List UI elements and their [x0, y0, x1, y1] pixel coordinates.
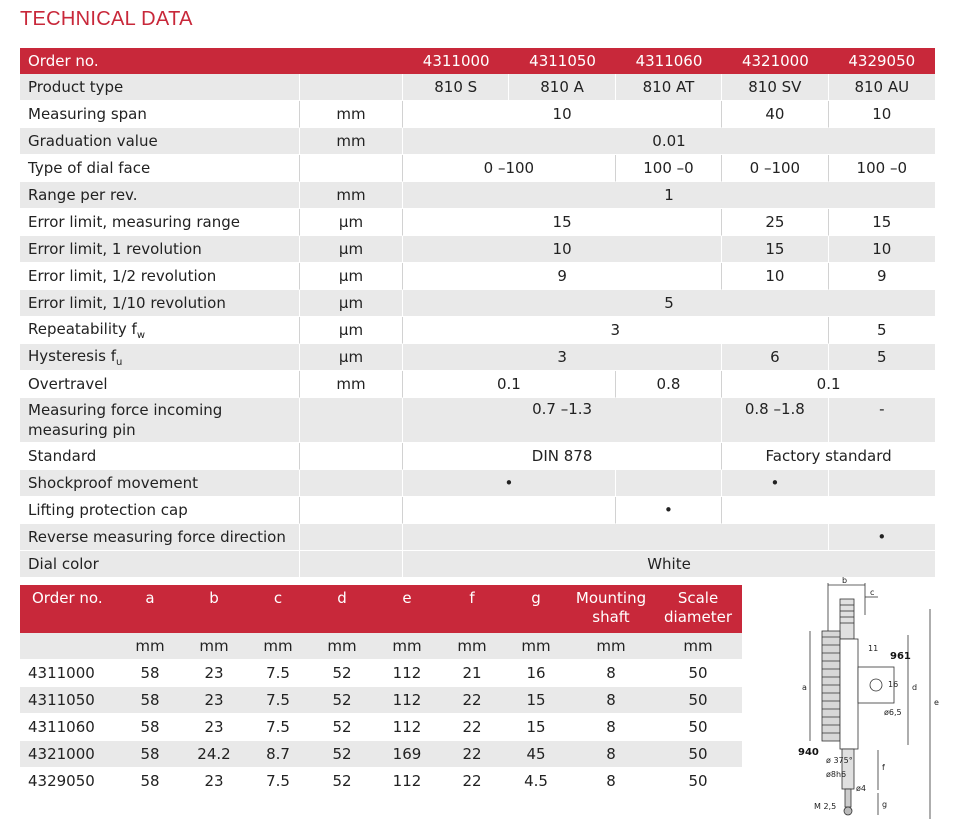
order-number: 4321000 [722, 48, 828, 74]
unit-cell: mm [118, 633, 182, 660]
dim-cell: 8 [568, 768, 654, 795]
dim-cell: 8 [568, 687, 654, 714]
row-shockproof [20, 470, 935, 497]
cell-value: 0.01 [403, 128, 935, 155]
dim-header: Scale diameter [654, 585, 742, 633]
row-label: Reverse measuring force direction [20, 524, 300, 551]
page-title: TECHNICAL DATA [20, 8, 193, 30]
dim-cell: 169 [374, 741, 440, 768]
cell-value: 3 [403, 344, 722, 371]
cell-value: 0.8 [616, 371, 722, 398]
row-error-half-rev [20, 263, 935, 290]
table-row [20, 741, 742, 768]
row-unit [300, 74, 403, 101]
dim-cell: 45 [504, 741, 568, 768]
cell-value: 810 SV [722, 74, 828, 101]
unit-cell: mm [310, 633, 374, 660]
cell-value: 9 [829, 263, 935, 290]
row-product-type [20, 74, 935, 101]
order-number: 4311060 [616, 48, 722, 74]
dim-cell: 7.5 [246, 660, 310, 687]
cell-value: - [829, 398, 935, 443]
bullet-mark: • [616, 497, 722, 524]
dim-cell: 112 [374, 660, 440, 687]
dim-cell: 22 [440, 768, 504, 795]
row-dial-face [20, 155, 935, 182]
row-range-per-rev [20, 182, 935, 209]
dim-header: e [374, 585, 440, 633]
cell-value: 5 [829, 344, 935, 371]
label-g: g [882, 800, 888, 809]
cell-value: 3 [403, 317, 829, 344]
row-label: Range per rev. [20, 182, 300, 209]
order-number: 4311050 [20, 687, 118, 714]
dim-cell: 15 [504, 714, 568, 741]
row-label: Lifting protection cap [20, 497, 300, 524]
unit-cell: mm [504, 633, 568, 660]
cell-value: 0.1 [722, 371, 935, 398]
cell-value: 810 AT [616, 74, 722, 101]
cell-value: 0 –100 [403, 155, 616, 182]
dim-header: b [182, 585, 246, 633]
contact-point [844, 807, 852, 815]
cell-value: 0 –100 [722, 155, 828, 182]
cell-value: 810 A [509, 74, 615, 101]
row-unit: mm [300, 128, 403, 155]
dim-cell: 50 [654, 714, 742, 741]
row-unit [300, 551, 403, 578]
table-row [20, 768, 742, 795]
row-unit: µm [300, 290, 403, 317]
dim-cell: 50 [654, 660, 742, 687]
label-b: b [842, 576, 848, 585]
label-65: ø6,5 [884, 708, 902, 717]
row-hysteresis [20, 344, 935, 371]
cell-value: 5 [403, 290, 935, 317]
row-error-1rev [20, 236, 935, 263]
cell-empty [616, 470, 722, 497]
row-graduation-value [20, 128, 935, 155]
dim-cell: 7.5 [246, 687, 310, 714]
row-error-tenth-rev [20, 290, 935, 317]
cell-value: 0.1 [403, 371, 616, 398]
row-standard [20, 443, 935, 470]
row-unit: mm [300, 182, 403, 209]
technical-data-table [20, 48, 935, 578]
cell-value: 6 [722, 344, 828, 371]
measuring-pin [845, 789, 851, 807]
dim-cell: 50 [654, 741, 742, 768]
dim-header: f [440, 585, 504, 633]
dim-cell: 23 [182, 660, 246, 687]
dim-cell: 7.5 [246, 768, 310, 795]
order-number: 4321000 [20, 741, 118, 768]
cell-value: 10 [722, 263, 828, 290]
bullet-mark: • [829, 524, 935, 551]
dim-cell: 52 [310, 741, 374, 768]
row-label-text: Hysteresis f [28, 346, 116, 365]
row-unit: µm [300, 344, 403, 371]
dim-cell: 58 [118, 714, 182, 741]
unit-cell: mm [654, 633, 742, 660]
cell-value: 15 [403, 209, 722, 236]
unit-cell [20, 633, 118, 660]
label-thread: M 2,5 [814, 802, 837, 811]
row-unit: µm [300, 209, 403, 236]
row-label [20, 344, 300, 371]
cell-empty [403, 497, 616, 524]
dim-cell: 22 [440, 687, 504, 714]
dial-bezel [822, 631, 840, 741]
row-error-range [20, 209, 935, 236]
label-a: a [802, 683, 807, 692]
row-label: Overtravel [20, 371, 300, 398]
cell-value: 15 [722, 236, 828, 263]
row-label: Error limit, 1/10 revolution [20, 290, 300, 317]
row-unit: mm [300, 101, 403, 128]
row-label: Measuring force incoming measuring pin [20, 398, 300, 443]
order-number: 4311000 [20, 660, 118, 687]
table-row [20, 714, 742, 741]
label-f: f [882, 763, 885, 772]
lower-stem [842, 749, 854, 789]
dim-cell: 21 [440, 660, 504, 687]
cell-value: 100 –0 [829, 155, 935, 182]
dim-cell: 8.7 [246, 741, 310, 768]
table-row [20, 660, 742, 687]
dim-cell: 23 [182, 714, 246, 741]
dim-cell: 24.2 [182, 741, 246, 768]
dim-cell: 58 [118, 660, 182, 687]
order-number: 4311000 [403, 48, 509, 74]
dim-cell: 23 [182, 768, 246, 795]
label-d: d [912, 683, 918, 692]
dim-units-row [20, 633, 742, 660]
dial-gauge-drawing [780, 575, 970, 825]
cell-value: 0.8 –1.8 [722, 398, 828, 443]
row-label: Type of dial face [20, 155, 300, 182]
row-lifting-cap [20, 497, 935, 524]
label-4: ø4 [856, 784, 866, 793]
cell-value: 40 [722, 101, 828, 128]
cell-value: 10 [829, 236, 935, 263]
dim-cell: 58 [118, 741, 182, 768]
bullet-mark: • [403, 470, 616, 497]
row-unit: mm [300, 371, 403, 398]
dim-header: Mounting shaft [568, 585, 654, 633]
dim-cell: 15 [504, 687, 568, 714]
row-label: Graduation value [20, 128, 300, 155]
dim-cell: 22 [440, 741, 504, 768]
label-11: 11 [868, 644, 879, 653]
dim-cell: 112 [374, 768, 440, 795]
row-unit [300, 524, 403, 551]
table-row [20, 687, 742, 714]
row-unit [300, 497, 403, 524]
dim-cell: 112 [374, 714, 440, 741]
row-reverse-force [20, 524, 935, 551]
dim-cell: 112 [374, 687, 440, 714]
dim-cell: 23 [182, 687, 246, 714]
dim-cell: 16 [504, 660, 568, 687]
dim-header-row [20, 585, 742, 633]
row-label-text: Repeatability f [28, 319, 137, 338]
row-label: Measuring span [20, 101, 300, 128]
row-label: Error limit, 1 revolution [20, 236, 300, 263]
dim-header: c [246, 585, 310, 633]
order-number: 4329050 [829, 48, 935, 74]
cell-value: 810 S [403, 74, 509, 101]
row-label: Dial color [20, 551, 300, 578]
row-label: Standard [20, 443, 300, 470]
dim-cell: 58 [118, 687, 182, 714]
dim-cell: 52 [310, 660, 374, 687]
dimensions-table [20, 585, 742, 795]
row-unit [300, 443, 403, 470]
unit-cell: mm [246, 633, 310, 660]
label-16: 16 [888, 680, 899, 689]
cell-value: 15 [829, 209, 935, 236]
row-dial-color [20, 551, 935, 578]
label-8h6: ø8h6 [826, 770, 847, 779]
unit-cell: mm [568, 633, 654, 660]
cell-value: 10 [829, 101, 935, 128]
dim-cell: 52 [310, 714, 374, 741]
bullet-mark: • [722, 470, 828, 497]
cell-value: 810 AU [829, 74, 935, 101]
cell-value: Factory standard [722, 443, 935, 470]
label-c: c [870, 588, 875, 597]
unit-cell: mm [182, 633, 246, 660]
row-unit [300, 155, 403, 182]
subscript: u [116, 356, 123, 368]
dim-header: d [310, 585, 374, 633]
cell-empty [403, 524, 829, 551]
dim-cell: 52 [310, 768, 374, 795]
row-label [20, 317, 300, 344]
row-label: Error limit, measuring range [20, 209, 300, 236]
cell-value: 10 [403, 101, 722, 128]
row-unit: µm [300, 317, 403, 344]
cell-value: White [403, 551, 935, 578]
unit-cell: mm [440, 633, 504, 660]
order-number: 4329050 [20, 768, 118, 795]
row-unit [300, 398, 403, 443]
dim-cell: 8 [568, 660, 654, 687]
cell-value: 25 [722, 209, 828, 236]
cell-value: 100 –0 [616, 155, 722, 182]
table-header-row [20, 48, 935, 74]
dim-header: g [504, 585, 568, 633]
row-unit [300, 470, 403, 497]
subscript: w [136, 329, 146, 341]
cell-value: 1 [403, 182, 935, 209]
row-unit: µm [300, 236, 403, 263]
dim-cell: 22 [440, 714, 504, 741]
part-940: 940 [798, 747, 819, 758]
header-label: Order no. [20, 48, 403, 74]
cell-value: DIN 878 [403, 443, 722, 470]
label-e: e [934, 698, 939, 707]
row-label: Shockproof movement [20, 470, 300, 497]
dim-cell: 7.5 [246, 714, 310, 741]
order-number: 4311060 [20, 714, 118, 741]
cell-value: 10 [403, 236, 722, 263]
dim-header: a [118, 585, 182, 633]
row-overtravel [20, 371, 935, 398]
dim-cell: 58 [118, 768, 182, 795]
part-961: 961 [890, 651, 911, 662]
gauge-body [840, 639, 858, 749]
cell-value: 0.7 –1.3 [403, 398, 722, 443]
order-number: 4311050 [509, 48, 615, 74]
dim-cell: 50 [654, 768, 742, 795]
cell-value: 5 [829, 317, 935, 344]
dim-cell: 8 [568, 714, 654, 741]
dim-cell: 50 [654, 687, 742, 714]
dim-cell: 8 [568, 741, 654, 768]
row-measuring-force [20, 398, 935, 443]
row-label: Product type [20, 74, 300, 101]
unit-cell: mm [374, 633, 440, 660]
row-unit: µm [300, 263, 403, 290]
row-measuring-span [20, 101, 935, 128]
dim-cell: 4.5 [504, 768, 568, 795]
cell-empty [829, 470, 935, 497]
cell-value: 9 [403, 263, 722, 290]
row-label: Error limit, 1/2 revolution [20, 263, 300, 290]
cell-empty [722, 497, 935, 524]
label-375: ø 375° [826, 756, 853, 765]
dim-header: Order no. [20, 585, 118, 633]
dim-cell: 52 [310, 687, 374, 714]
row-repeatability [20, 317, 935, 344]
